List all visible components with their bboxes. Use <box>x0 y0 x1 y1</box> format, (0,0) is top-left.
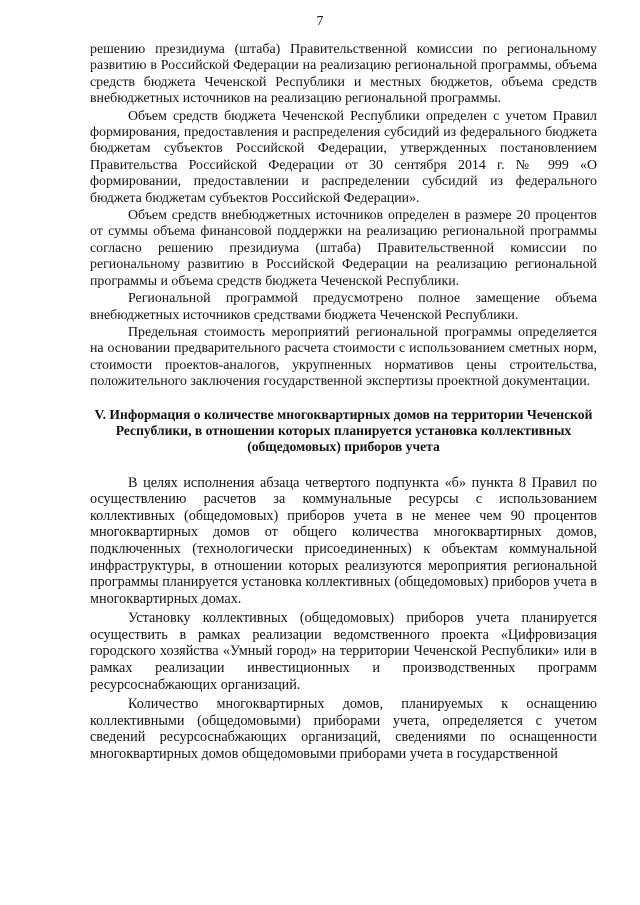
section-heading: V. Информация о количестве многоквартирных домов на территории Чеченской Республики, в отношении которых планируется установка коллективных (общедомовых) приборов учета <box>94 406 593 454</box>
paragraph-installation-plan: Установку коллективных (общедомовых) приборов учета планируется осуществить в рамках реализации ведомственного проекта «Цифровизация городского хозяйства «Умный город» на территории Чеченской Республики» или в рамках реализации инвестиционных и производственных программ ресурсоснабжающих организаций. <box>90 610 597 693</box>
document-body <box>90 42 597 763</box>
section-v-body <box>90 475 597 763</box>
section-iv-continuation <box>90 42 597 391</box>
paragraph-republic-budget: Объем средств бюджета Чеченской Республики определен с учетом Правил формирования, предоставления и распределения субсидий из федерального бюджета бюджетам субъектов Российской Федерации, утвержденных постановлением Правительства Российской Федерации от 30 сентября 2014 г. № 999 «О формировании, предоставлении и распределении субсидий из федерального бюджета бюджетам субъектов Российской Федерации». <box>90 108 597 206</box>
paragraph-budget-volumes: решению президиума (штаба) Правительственной комиссии по региональному развитию в Российской Федерации на реализацию региональной программы, объема средств бюджета Чеченской Республики и местных бюджетов, объема средств внебюджетных источников на реализацию региональной программы. <box>90 42 597 107</box>
paragraph-replacement: Региональной программой предусмотрено полное замещение объема внебюджетных источников средствами бюджета Чеченской Республики. <box>90 291 597 323</box>
paragraph-limit-cost: Предельная стоимость мероприятий региональной программы определяется на основании предварительного расчета стоимости с использованием сметных норм, стоимости проектов-аналогов, укрупненных нормативов цены строительства, положительного заключения государственной экспертизы проектной документации. <box>90 324 597 390</box>
paragraph-house-count: Количество многоквартирных домов, планируемых к оснащению коллективными (общедомовыми) приборами учета, определяется с учетом сведений ресурсоснабжающих организаций, сведениями по оснащенности многоквартирных домов общедомовыми приборами учета в государственной <box>90 696 597 763</box>
page-number: 7 <box>316 14 324 29</box>
paragraph-extrabudgetary-sources: Объем средств внебюджетных источников определен в размере 20 процентов от суммы объема финансовой поддержки на реализацию региональной программы согласно решению президиума (штаба) Правительственной комиссии по региональному развитию в Российской Федерации на реализацию региональной программы и объема средств бюджета Чеченской Республики. <box>90 208 597 289</box>
paragraph-metering-goal: В целях исполнения абзаца четвертого подпункта «б» пункта 8 Правил по осуществлению расчетов за коммунальные ресурсы с использованием коллективных (общедомовых) приборов учета в не менее чем 90 процентов многоквартирных домов от общего количества многоквартирных домов, подключенных (технологически присоединенных) к объектам коммунальной инфраструктуры, в отношении которых реализуются мероприятия региональной программы планируется установка коллективных (общедомовых) приборов учета в многоквартирных домах. <box>90 474 597 607</box>
